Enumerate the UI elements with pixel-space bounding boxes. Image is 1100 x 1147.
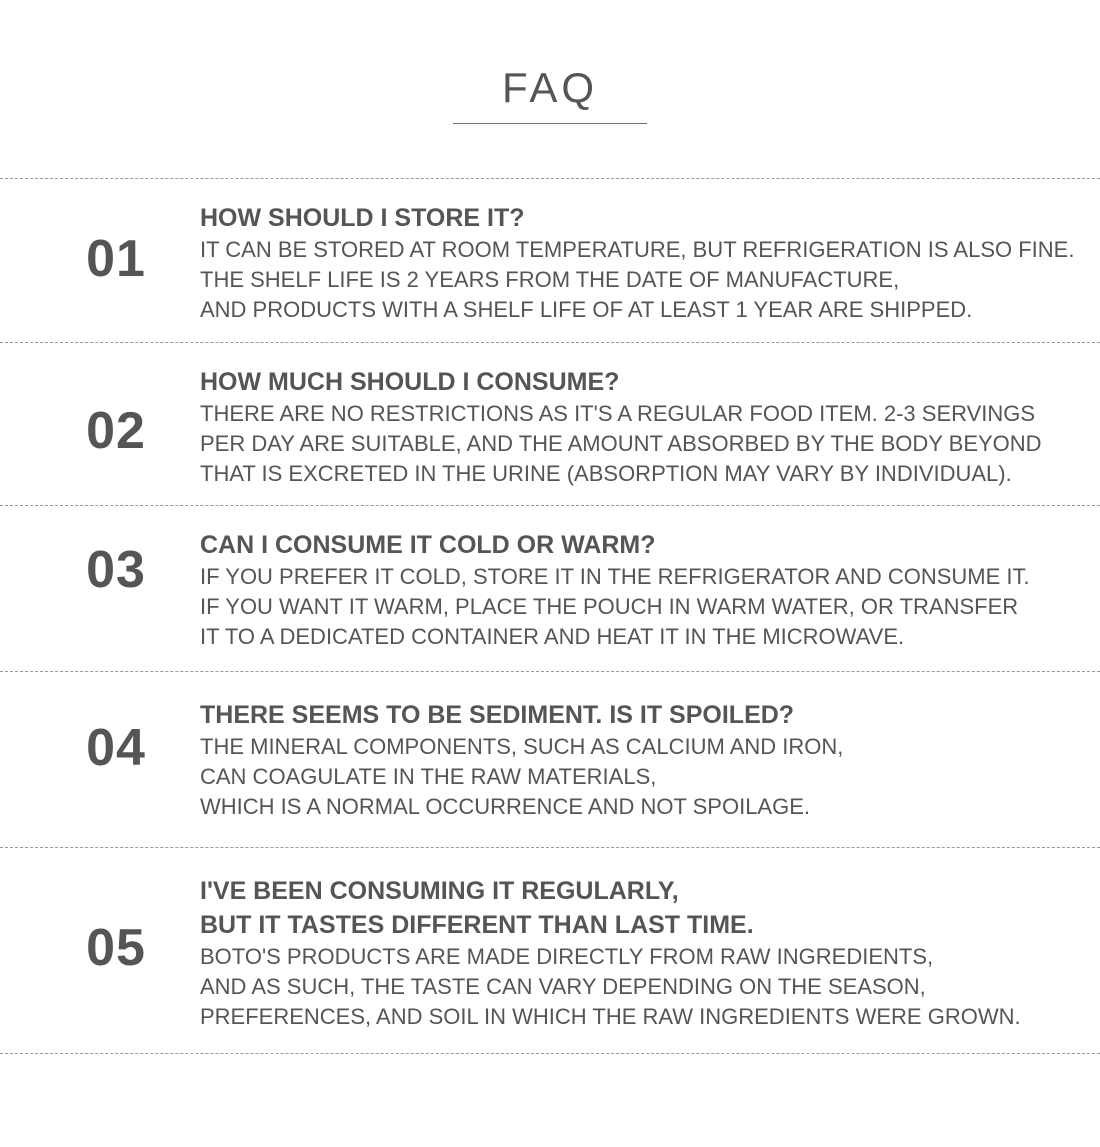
faq-answer-line: IF YOU PREFER IT COLD, STORE IT IN THE REFRIGERATOR AND CONSUME IT. — [200, 564, 1030, 589]
faq-item-01 — [0, 179, 1100, 342]
faq-content — [200, 698, 1080, 822]
faq-item-02 — [0, 343, 1100, 505]
faq-answer-line: BOTO'S PRODUCTS ARE MADE DIRECTLY FROM RAW INGREDIENTS, — [200, 944, 934, 969]
faq-answer-line: PREFERENCES, AND SOIL IN WHICH THE RAW INGREDIENTS WERE GROWN. — [200, 1004, 1021, 1029]
faq-answer-line: IT CAN BE STORED AT ROOM TEMPERATURE, BUT REFRIGERATION IS ALSO FINE. — [200, 237, 1075, 262]
faq-item-03 — [0, 506, 1100, 671]
faq-number: 04 — [86, 719, 146, 777]
faq-answer-line: IF YOU WANT IT WARM, PLACE THE POUCH IN WARM WATER, OR TRANSFER — [200, 594, 1019, 619]
faq-question: CAN I CONSUME IT COLD OR WARM? — [200, 531, 656, 559]
faq-content — [200, 201, 1080, 325]
title-underline — [453, 123, 647, 124]
faq-question: THERE SEEMS TO BE SEDIMENT. IS IT SPOILED? — [200, 701, 795, 729]
faq-item-05 — [0, 848, 1100, 1053]
page-title: FAQ — [501, 64, 599, 111]
faq-number: 02 — [86, 402, 146, 460]
faq-content — [200, 365, 1080, 489]
faq-answer-line: THERE ARE NO RESTRICTIONS AS IT'S A REGULAR FOOD ITEM. 2-3 SERVINGS — [200, 401, 1036, 426]
faq-number: 05 — [86, 919, 146, 977]
faq-number: 03 — [86, 541, 146, 599]
faq-question: HOW SHOULD I STORE IT? — [200, 204, 525, 232]
divider — [0, 1053, 1100, 1054]
faq-answer-line: THAT IS EXCRETED IN THE URINE (ABSORPTION MAY VARY BY INDIVIDUAL). — [200, 461, 1012, 486]
faq-answer-line: AND PRODUCTS WITH A SHELF LIFE OF AT LEAST 1 YEAR ARE SHIPPED. — [200, 297, 973, 322]
faq-number: 01 — [86, 230, 146, 288]
faq-question: HOW MUCH SHOULD I CONSUME? — [200, 368, 620, 396]
faq-answer-line: THE MINERAL COMPONENTS, SUCH AS CALCIUM AND IRON, — [200, 734, 844, 759]
faq-content — [200, 528, 1080, 652]
faq-list — [0, 178, 1100, 1054]
faq-question: BUT IT TASTES DIFFERENT THAN LAST TIME. — [200, 911, 754, 939]
faq-item-04 — [0, 672, 1100, 847]
faq-answer-line: THE SHELF LIFE IS 2 YEARS FROM THE DATE OF MANUFACTURE, — [200, 267, 900, 292]
faq-question: I'VE BEEN CONSUMING IT REGULARLY, — [200, 877, 679, 905]
faq-header — [0, 0, 1100, 130]
faq-answer-line: WHICH IS A NORMAL OCCURRENCE AND NOT SPOILAGE. — [200, 794, 810, 819]
faq-answer-line: CAN COAGULATE IN THE RAW MATERIALS, — [200, 764, 657, 789]
faq-content — [200, 874, 1080, 1032]
faq-answer-line: AND AS SUCH, THE TASTE CAN VARY DEPENDING ON THE SEASON, — [200, 974, 926, 999]
faq-answer-line: IT TO A DEDICATED CONTAINER AND HEAT IT IN THE MICROWAVE. — [200, 624, 905, 649]
faq-answer-line: PER DAY ARE SUITABLE, AND THE AMOUNT ABSORBED BY THE BODY BEYOND — [200, 431, 1042, 456]
